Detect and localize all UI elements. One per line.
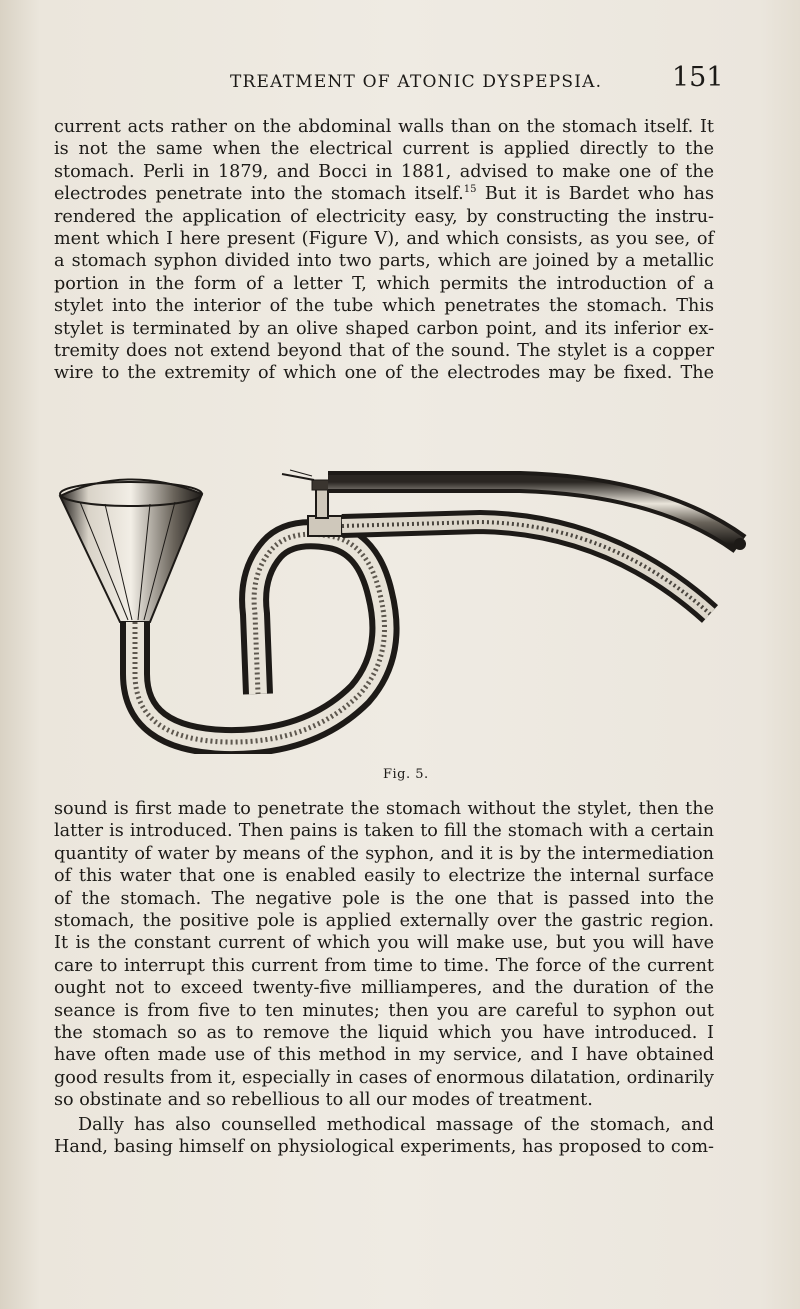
footnote-marker: 15 (463, 184, 477, 196)
olive-carbon-point (734, 538, 746, 550)
text-line: a stomach syphon divided into two parts, which are joined by a metallic (54, 251, 714, 272)
text-line: sound is first made to penetrate the stomach without the stylet, then the (54, 799, 714, 819)
funnel (60, 479, 202, 622)
lower-tube (342, 522, 710, 614)
page-number: 151 (672, 62, 724, 93)
paragraph-1 (54, 116, 714, 385)
text-line: current acts rather on the abdominal walls than on the stomach itself. It (54, 117, 714, 137)
text-line: care to interrupt this current from time to time. The force of the current (54, 955, 714, 976)
text-line: ment which I here present (Figure V), and which consists, as you see, of (54, 229, 714, 250)
text-line: portion in the form of a letter T, which permits the introduction of a (54, 273, 714, 294)
text-line: ought not to exceed twenty-five milliamperes, and the duration of the (54, 978, 714, 999)
text-line: the stomach so as to remove the liquid which you have introduced. I (54, 1023, 714, 1044)
text-line: of the stomach. The negative pole is the one that is passed into the (54, 888, 714, 909)
paragraph-3 (54, 1114, 714, 1159)
text-line: Dally has also counselled methodical massage of the stomach, and (78, 1115, 714, 1135)
text-line: Hand, basing himself on physiological experiments, has proposed to com- (54, 1137, 714, 1158)
text-line: stylet is terminated by an olive shaped carbon point, and its inferior ex- (54, 318, 714, 339)
text-line: is not the same when the electrical current is applied directly to the (54, 139, 714, 160)
text-line: have often made use of this method in my service, and I have obtained (54, 1045, 714, 1066)
text-fragment: electrodes penetrate into the stomach itself. (54, 184, 464, 205)
text-line: stomach. Perli in 1879, and Bocci in 1881, advised to make one of the (54, 161, 714, 182)
page-header (0, 62, 800, 102)
text-line: good results from it, especially in cases of enormous dilatation, ordinarily (54, 1067, 714, 1088)
text-line: stylet into the interior of the tube which penetrates the stomach. This (54, 296, 714, 317)
text-line: wire to the extremity of which one of the electrodes may be fixed. The (54, 363, 714, 384)
text-line-with-footnote (54, 183, 714, 205)
paragraph-2 (54, 798, 714, 1112)
text-line: quantity of water by means of the syphon, and it is by the intermediation (54, 843, 714, 864)
text-fragment: But it is Bardet who has (476, 184, 714, 205)
stomach-syphon-illustration (50, 424, 750, 754)
text-line: It is the constant current of which you will make use, but you will have (54, 933, 714, 954)
text-line: so obstinate and so rebellious to all our modes of treatment. (54, 1090, 593, 1111)
text-line: rendered the application of electricity easy, by constructing the instru- (54, 206, 714, 227)
text-line: of this water that one is enabled easily to electrize the internal surface (54, 866, 714, 887)
text-line: seance is from five to ten minutes; then you are careful to syphon out (54, 1000, 714, 1021)
stylet-wire (282, 470, 314, 480)
text-line: tremity does not extend beyond that of the sound. The stylet is a copper (54, 341, 714, 362)
text-line: latter is introduced. Then pains is taken to fill the stomach with a certain (54, 821, 714, 842)
text-line: stomach, the positive pole is applied externally over the gastric region. (54, 911, 714, 932)
figure-caption: Fig. 5. (383, 767, 429, 782)
running-head: TREATMENT OF ATONIC DYSPEPSIA. (230, 72, 603, 92)
